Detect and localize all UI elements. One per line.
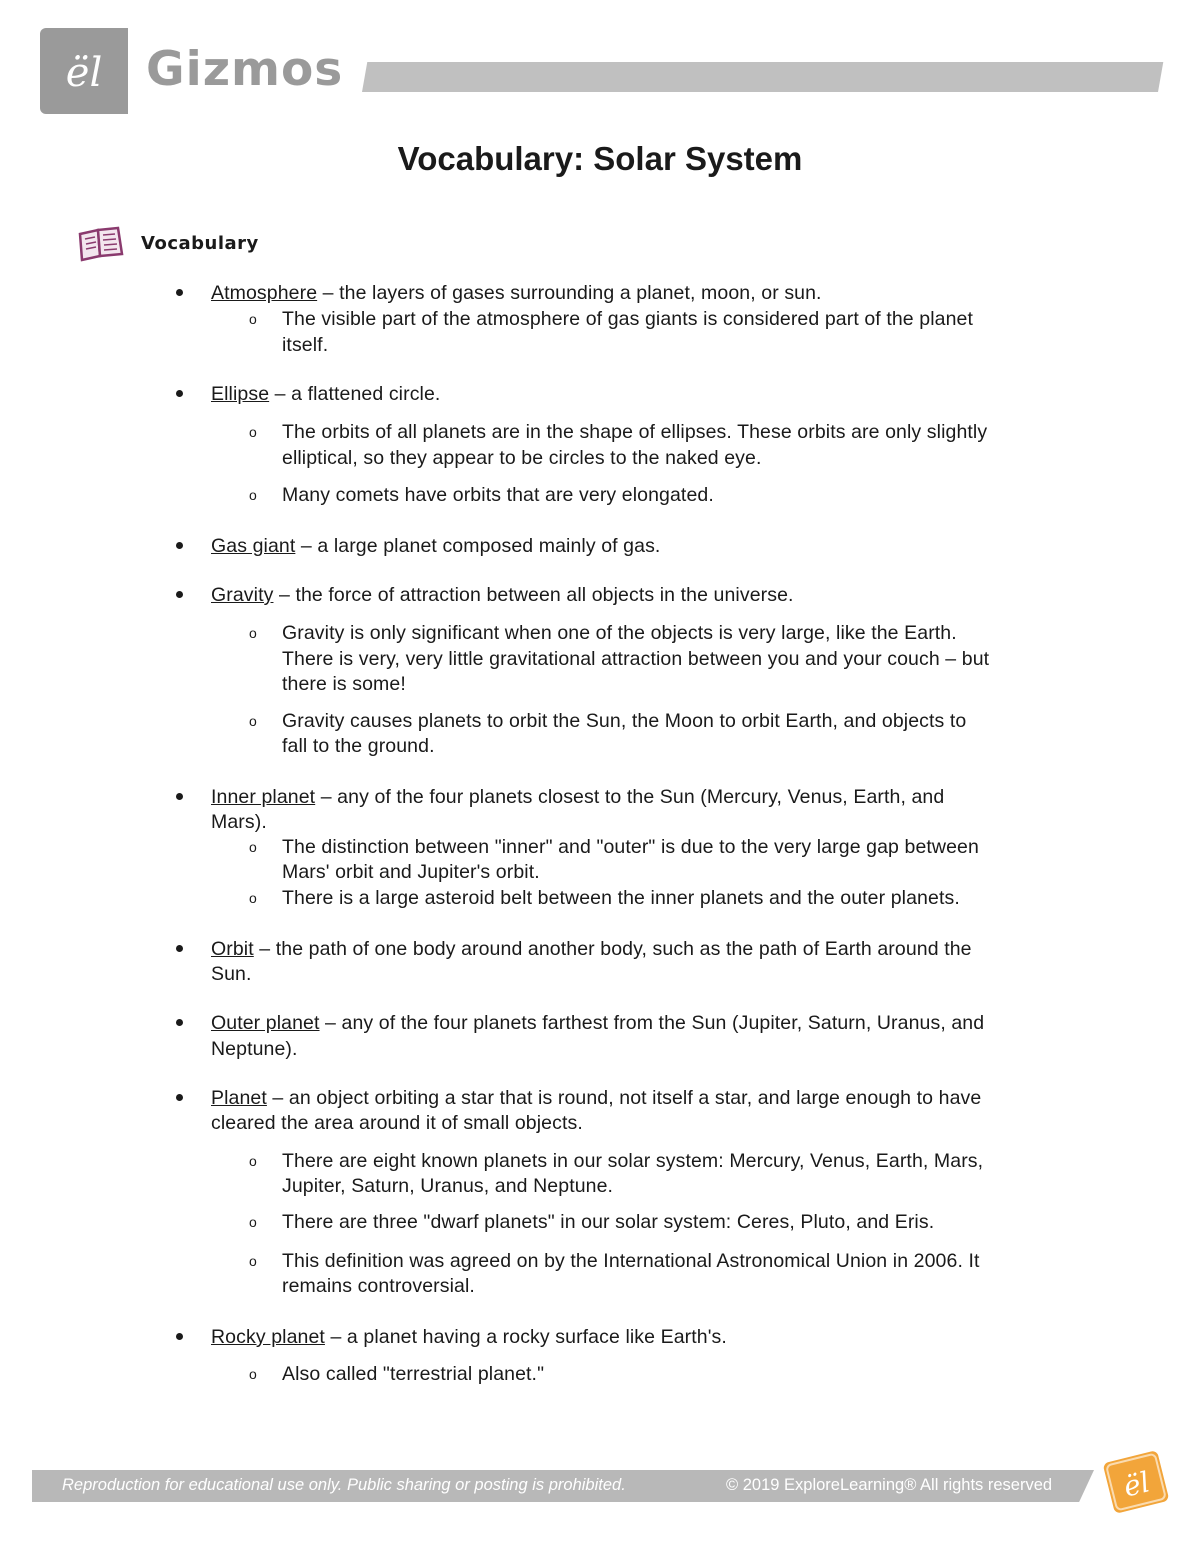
section-heading: Vocabulary <box>141 233 259 254</box>
definition-text: – the path of one body around another body, such as the path of Earth around the <box>253 938 972 960</box>
svg-text:ël: ël <box>65 50 103 96</box>
list-bullet <box>176 1019 183 1026</box>
book-icon <box>76 226 124 267</box>
note-line: The orbits of all planets are in the shape of ellipses. These orbits are only slightly <box>282 421 988 443</box>
definition-planet <box>211 1085 981 1111</box>
term: Gas giant <box>211 535 296 557</box>
term: Atmosphere <box>211 282 318 304</box>
sub-bullet: o <box>249 1366 257 1382</box>
note-line: Also called "terrestrial planet." <box>282 1363 545 1385</box>
definition-rocky-planet <box>211 1324 727 1350</box>
el-logo-icon <box>40 28 128 114</box>
term: Ellipse <box>211 383 270 405</box>
gizmos-wordmark: Gizmos <box>146 42 344 97</box>
svg-text:ël: ël <box>1120 1465 1153 1504</box>
note-line: Many comets have orbits that are very elongated. <box>282 484 714 506</box>
term: Outer planet <box>211 1012 320 1034</box>
sub-bullet: o <box>249 890 257 906</box>
list-bullet <box>176 542 183 549</box>
list-bullet <box>176 1094 183 1101</box>
note-line: Gravity is only significant when one of the objects is very large, like the Earth. <box>282 622 957 644</box>
list-bullet <box>176 793 183 800</box>
note-line: remains controversial. <box>282 1275 475 1297</box>
definition-text: – the layers of gases surrounding a planet, moon, or sun. <box>317 282 822 304</box>
list-bullet <box>176 390 183 397</box>
page-title: Vocabulary: Solar System <box>397 140 803 177</box>
sub-bullet: o <box>249 487 257 503</box>
definition-inner-planet <box>211 784 944 810</box>
sub-bullet: o <box>249 839 257 855</box>
definition-orbit <box>211 936 972 962</box>
note-line: There is a large asteroid belt between the inner planets and the outer planets. <box>282 887 960 909</box>
gizmos-logo <box>40 28 128 114</box>
note-line: This definition was agreed on by the International Astronomical Union in 2006. It <box>282 1250 980 1272</box>
definition-text: – any of the four planets farthest from the Sun (Jupiter, Saturn, Uranus, and <box>319 1012 985 1034</box>
definition-line: Mars). <box>211 811 267 833</box>
definition-gravity <box>211 582 794 608</box>
definition-text: – a planet having a rocky surface like Earth's. <box>324 1326 727 1348</box>
term: Gravity <box>211 584 274 606</box>
note-line: The distinction between "inner" and "outer" is due to the very large gap between <box>282 836 979 858</box>
definition-outer-planet <box>211 1010 984 1036</box>
definition-line: cleared the area around it of small objects. <box>211 1112 583 1134</box>
definition-atmosphere <box>211 280 822 306</box>
header-bar <box>362 62 1163 92</box>
definition-text: – a flattened circle. <box>269 383 441 405</box>
definition-ellipse <box>211 381 440 407</box>
note-line: There are three "dwarf planets" in our solar system: Ceres, Pluto, and Eris. <box>282 1211 935 1233</box>
sub-bullet: o <box>249 424 257 440</box>
footer-notice: Reproduction for educational use only. Public sharing or posting is prohibited. <box>62 1476 626 1494</box>
footer-copyright: © 2019 ExploreLearning® All rights reserved <box>726 1476 1053 1494</box>
definition-gas-giant <box>211 533 660 559</box>
definition-line: Neptune). <box>211 1038 298 1060</box>
list-bullet <box>176 591 183 598</box>
sub-bullet: o <box>249 625 257 641</box>
sub-bullet: o <box>249 1153 257 1169</box>
note-line: itself. <box>282 334 329 356</box>
term: Inner planet <box>211 786 316 808</box>
term: Planet <box>211 1087 267 1109</box>
list-bullet <box>176 945 183 952</box>
sub-bullet: o <box>249 1253 257 1269</box>
note-line: There is very, very little gravitational attraction between you and your couch – but <box>282 648 990 670</box>
note-line: fall to the ground. <box>282 735 435 757</box>
term: Orbit <box>211 938 254 960</box>
note-line: Gravity causes planets to orbit the Sun, the Moon to orbit Earth, and objects to <box>282 710 967 732</box>
definition-text: – the force of attraction between all objects in the universe. <box>273 584 794 606</box>
note-line: Mars' orbit and Jupiter's orbit. <box>282 861 540 883</box>
list-bullet <box>176 289 183 296</box>
definition-text: – a large planet composed mainly of gas. <box>295 535 661 557</box>
explorelearning-logo-icon <box>1100 1446 1172 1523</box>
definition-line: Sun. <box>211 963 252 985</box>
definition-text: – an object orbiting a star that is round, not itself a star, and large enough to have <box>266 1087 982 1109</box>
sub-bullet: o <box>249 713 257 729</box>
list-bullet <box>176 1333 183 1340</box>
note-line: Jupiter, Saturn, Uranus, and Neptune. <box>282 1175 614 1197</box>
note-line: there is some! <box>282 673 406 695</box>
term: Rocky planet <box>211 1326 325 1348</box>
note-line: elliptical, so they appear to be circles to the naked eye. <box>282 447 762 469</box>
note-line: There are eight known planets in our solar system: Mercury, Venus, Earth, Mars, <box>282 1150 984 1172</box>
sub-bullet: o <box>249 311 257 327</box>
sub-bullet: o <box>249 1214 257 1230</box>
note-line: The visible part of the atmosphere of gas giants is considered part of the planet <box>282 308 973 330</box>
definition-text: – any of the four planets closest to the Sun (Mercury, Venus, Earth, and <box>315 786 945 808</box>
